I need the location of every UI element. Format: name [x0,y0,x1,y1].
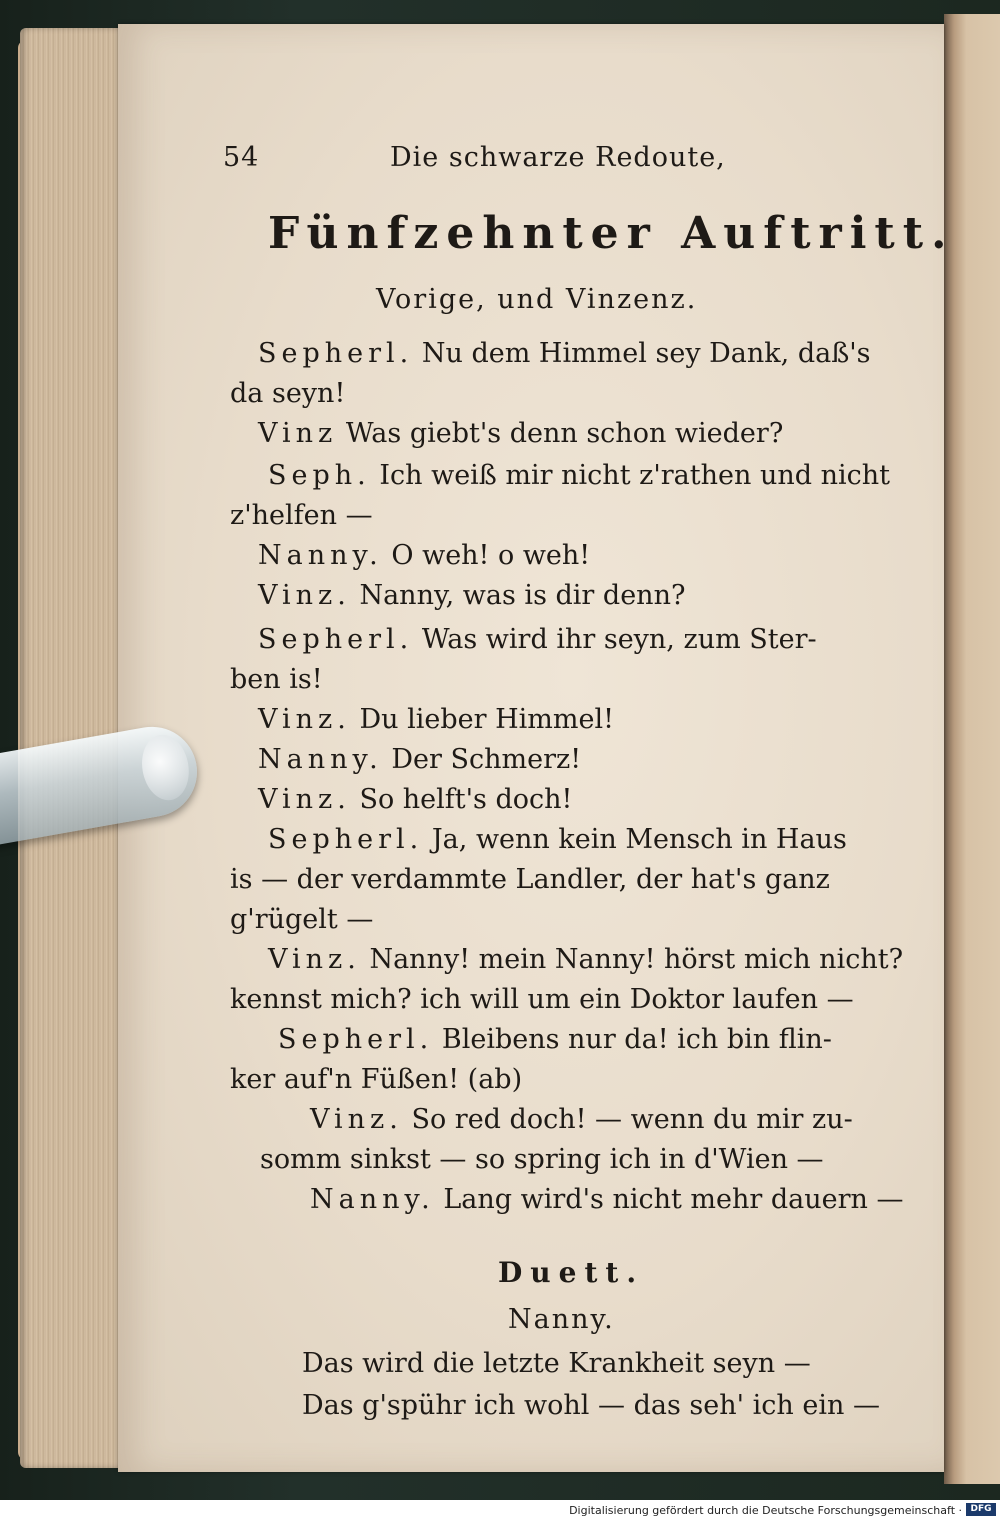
speaker-name: Sepherl. [268,824,424,855]
song-line: Das g'spühr ich wohl — das seh' ich ein — [302,1390,880,1421]
dialogue-line [310,1104,853,1135]
dialogue-text: Was wird ihr seyn, zum Ster- [421,624,817,655]
dialogue-text: da seyn! [230,378,346,409]
dialogue-line [260,1144,824,1175]
speaker-name: Vinz. [268,944,361,975]
digitization-footer [0,1500,1000,1520]
speaker-name: Vinz. [310,1104,403,1135]
dialogue-text: ker auf'n Füßen! (ab) [230,1064,523,1095]
speaker-name: Nanny. [258,744,383,775]
dialogue-line [268,944,903,975]
song-line: Das wird die letzte Krankheit seyn — [302,1348,811,1379]
dialogue-text: Bleibens nur da! ich bin flin- [441,1024,832,1055]
speaker-name: Vinz. [258,580,351,611]
dialogue-line [258,540,590,571]
dialogue-line [258,580,685,611]
dialogue-text: Nu dem Himmel sey Dank, daß's [421,338,871,369]
dialogue-text: Ja, wenn kein Mensch in Haus [431,824,847,855]
dialogue-text: z'helfen — [230,500,373,531]
dialogue-line [268,824,847,855]
dialogue-text: Was giebt's denn schon wieder? [345,418,784,449]
dialogue-line [258,338,871,369]
dialogue-text: O weh! o weh! [391,540,591,571]
dialogue-line [230,1064,522,1095]
page-number: 54 [223,142,260,173]
dialogue-line [258,624,817,655]
singer-name: Nanny. [508,1304,615,1335]
speaker-name: Seph. [268,460,371,491]
dialogue-text: Der Schmerz! [391,744,582,775]
dialogue-line [230,664,323,695]
dialogue-line [258,704,614,735]
page-holder-tip [137,731,194,804]
speaker-name: Vinz. [258,784,351,815]
footer-credit: Digitalisierung gefördert durch die Deutsche Forschungsgemeinschaft · [569,1504,962,1517]
speaker-name: Sepherl. [278,1024,434,1055]
dialogue-text: kennst mich? ich will um ein Doktor laufen — [230,984,854,1015]
dialogue-text: Nanny, was is dir denn? [359,580,686,611]
running-head: Die schwarze Redoute, [390,142,726,173]
speaker-name: Nanny. [310,1184,435,1215]
speaker-name: Vinz [258,418,338,449]
speaker-name: Vinz. [258,704,351,735]
dialogue-text: g'rügelt — [230,904,374,935]
speaker-name: Sepherl. [258,338,414,369]
dialogue-line [230,904,373,935]
dialogue-text: Du lieber Himmel! [359,704,614,735]
dialogue-text: is — der verdammte Landler, der hat's ganz [230,864,830,895]
dialogue-line [258,744,581,775]
speaker-name: Nanny. [258,540,383,571]
dialogue-line [258,418,783,449]
scene-subtitle: Vorige, und Vinzenz. [376,284,698,315]
dialogue-text: somm sinkst — so spring ich in d'Wien — [260,1144,824,1175]
dialogue-line [230,984,854,1015]
dialogue-text: Ich weiß mir nicht z'rathen und nicht [379,460,890,491]
dialogue-line [310,1184,904,1215]
dialogue-text: Lang wird's nicht mehr dauern — [443,1184,904,1215]
dialogue-text: Nanny! mein Nanny! hörst mich nicht? [369,944,904,975]
dialogue-line [268,460,890,491]
dialogue-line [230,864,830,895]
dialogue-line [230,500,373,531]
book-page [118,24,955,1472]
dialogue-line [278,1024,832,1055]
dialogue-text: ben is! [230,664,323,695]
dfg-logo: DFG [966,1503,996,1516]
dialogue-line [258,784,572,815]
dialogue-line [230,378,345,409]
dialogue-text: So red doch! — wenn du mir zu- [411,1104,853,1135]
scene-title: Fünfzehnter Auftritt. [268,208,955,259]
dialogue-text: So helft's doch! [359,784,573,815]
speaker-name: Sepherl. [258,624,414,655]
song-heading: Duett. [498,1256,645,1289]
